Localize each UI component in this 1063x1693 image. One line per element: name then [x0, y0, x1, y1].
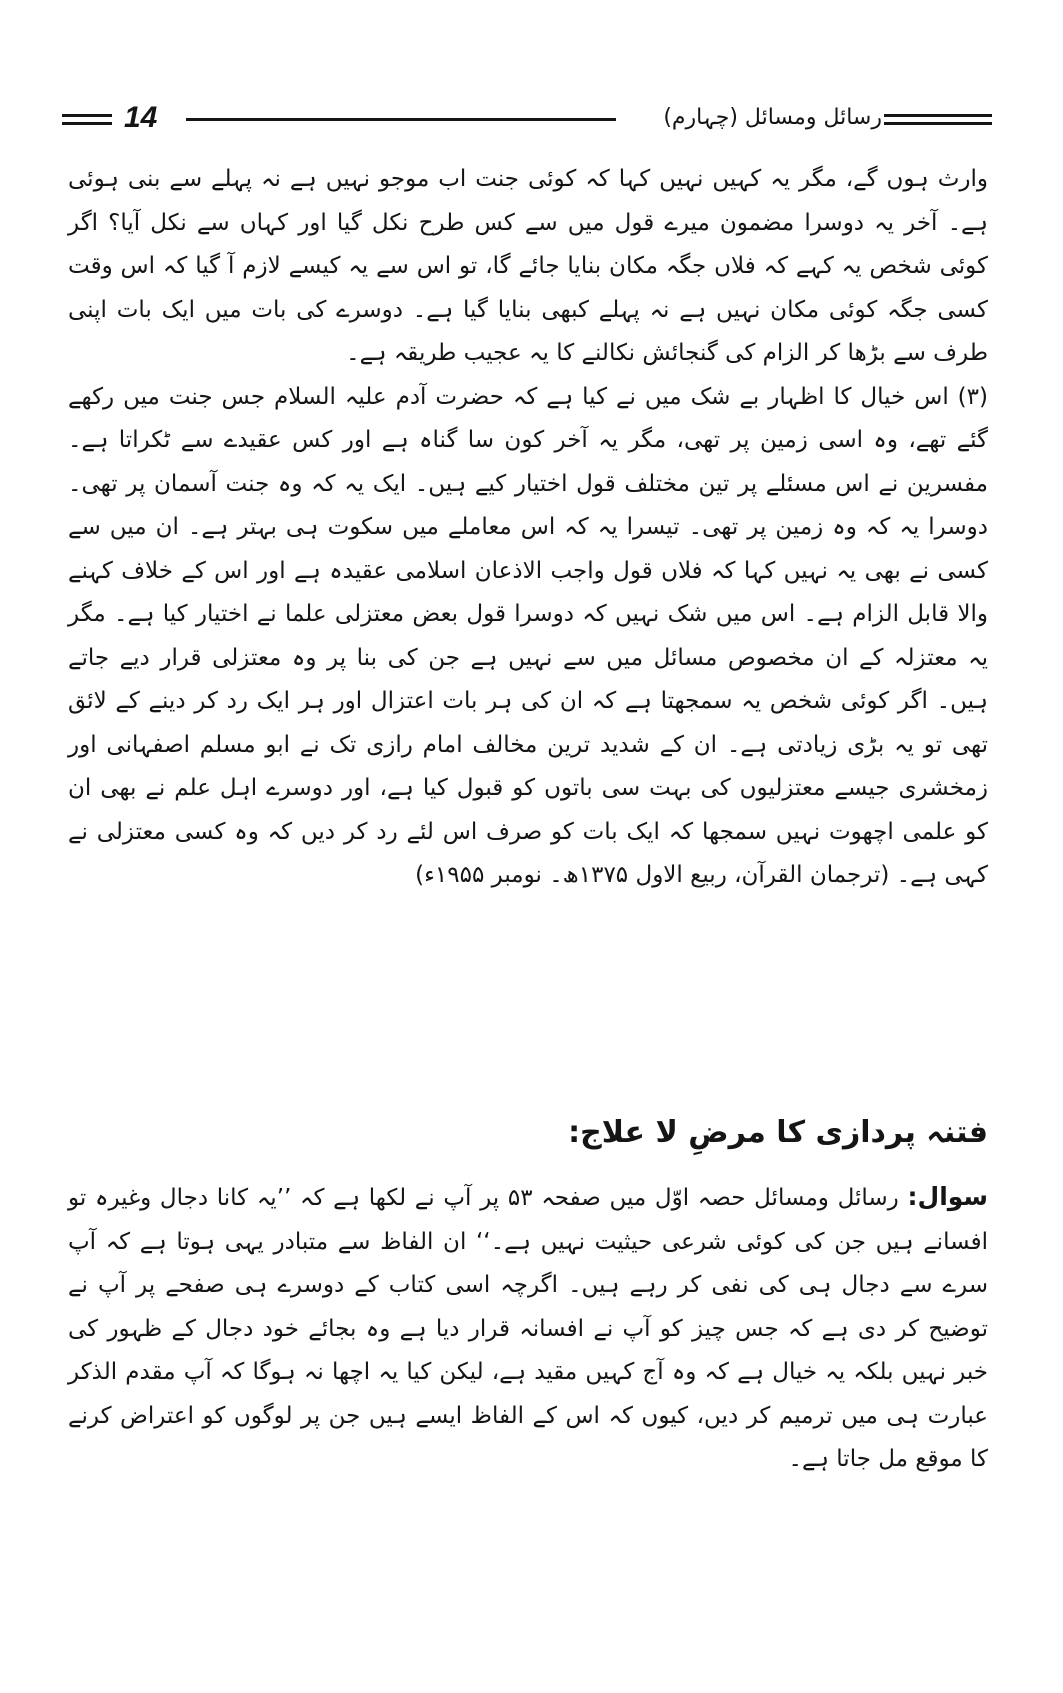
header-rule	[62, 114, 112, 117]
header-rule	[186, 118, 616, 121]
section-heading: فتنہ پردازی کا مرضِ لا علاج:	[568, 1115, 988, 1150]
header-rule	[884, 122, 992, 125]
question-text: رسائل ومسائل حصہ اوّل میں صفحہ ۵۳ پر آپ نے لکھا ہے کہ ’’یہ کانا دجال وغیرہ تو افسانے ہیں جن کی کوئی شرعی حیثیت نہیں ہے۔‘‘ ان الفاظ سے متبادر یہی ہوتا ہے کہ آپ سرے سے دجال ہی کی نفی کر رہے ہیں۔ اگرچہ اسی کتاب کے دوسرے ہی صفحے پر آپ نے توضیح کر دی ہے کہ جس چیز کو آپ نے افسانہ قرار دیا ہے وہ بجائے خود دجال کے ظہور کی خبر نہیں بلکہ یہ خیال ہے کہ وہ آج کہیں مقید ہے، لیکن کیا یہ اچھا نہ ہوگا کہ آپ مقدم الذکر عبارت ہی میں ترمیم کر دیں، کیوں کہ اس کے الفاظ ایسے ہیں جن پر لوگوں کو اعتراض کرنے کا موقع مل جاتا ہے۔	[68, 1185, 988, 1472]
header-rule	[884, 114, 992, 117]
body-text	[68, 158, 988, 898]
paragraph: وارث ہوں گے، مگر یہ کہیں نہیں کہا کہ کوئی جنت اب موجو نہیں ہے نہ پہلے سے بنی ہوئی ہے۔ آخر یہ دوسرا مضمون میرے قول میں سے کس طرح نکل گیا اور کہاں سے نکل آیا؟ اگر کوئی شخص یہ کہے کہ فلاں جگہ مکان بنایا جائے گا، تو اس سے یہ کیسے لازم آ گیا کہ اس وقت کسی جگہ کوئی مکان نہیں ہے نہ پہلے کبھی بنایا گیا ہے۔ دوسرے کی بات میں ایک بات اپنی طرف سے بڑھا کر الزام کی گنجائش نکالنے کا یہ عجیب طریقہ ہے۔	[68, 166, 988, 366]
question-label: سوال:	[907, 1182, 989, 1211]
paragraph: (۳) اس خیال کا اظہار بے شک میں نے کیا ہے کہ حضرت آدم علیہ السلام جس جنت میں رکھے گئے تھے، وہ اسی زمین پر تھی، مگر یہ آخر کون سا گناہ ہے اور کس عقیدے سے ٹکراتا ہے۔ مفسرین نے اس مسئلے پر تین مختلف قول اختیار کیے ہیں۔ ایک یہ کہ وہ جنت آسمان پر تھی۔ دوسرا یہ کہ وہ زمین پر تھی۔ تیسرا یہ کہ اس معاملے میں سکوت ہی بہتر ہے۔ ان میں سے کسی نے بھی یہ نہیں کہا کہ فلاں قول واجب الاذعان اسلامی عقیدہ ہے اور اس کے خلاف کہنے والا قابل الزام ہے۔ اس میں شک نہیں کہ دوسرا قول بعض معتزلی علما نے اختیار کیا ہے۔ مگر یہ معتزلہ کے ان مخصوص مسائل میں سے نہیں ہے جن کی بنا پر وہ معتزلی قرار دیے جاتے ہیں۔ اگر کوئی شخص یہ سمجھتا ہے کہ ان کی ہر بات اعتزال اور ہر ایک رد کر دینے کے لائق تھی تو یہ بڑی زیادتی ہے۔ ان کے شدید ترین مخالف امام رازی تک نے ابو مسلم اصفہانی اور زمخشری جیسے معتزلیوں کی بہت سی باتوں کو قبول کیا ہے، اور دوسرے اہل علم نے بھی ان کو علمی اچھوت نہیں سمجھا کہ ایک بات کو صرف اس لئے رد کر دیں کہ وہ کسی معتزلی نے کہی ہے۔ (ترجمان القرآن، ربیع الاول ۱۳۷۵ھ۔ نومبر ۱۹۵۵ء)	[68, 383, 988, 888]
header-rule	[62, 122, 112, 125]
question-block	[68, 1175, 988, 1482]
page-number: 14	[124, 101, 158, 134]
running-header	[62, 98, 992, 138]
running-title: رسائل ومسائل (چہارم)	[663, 105, 882, 130]
